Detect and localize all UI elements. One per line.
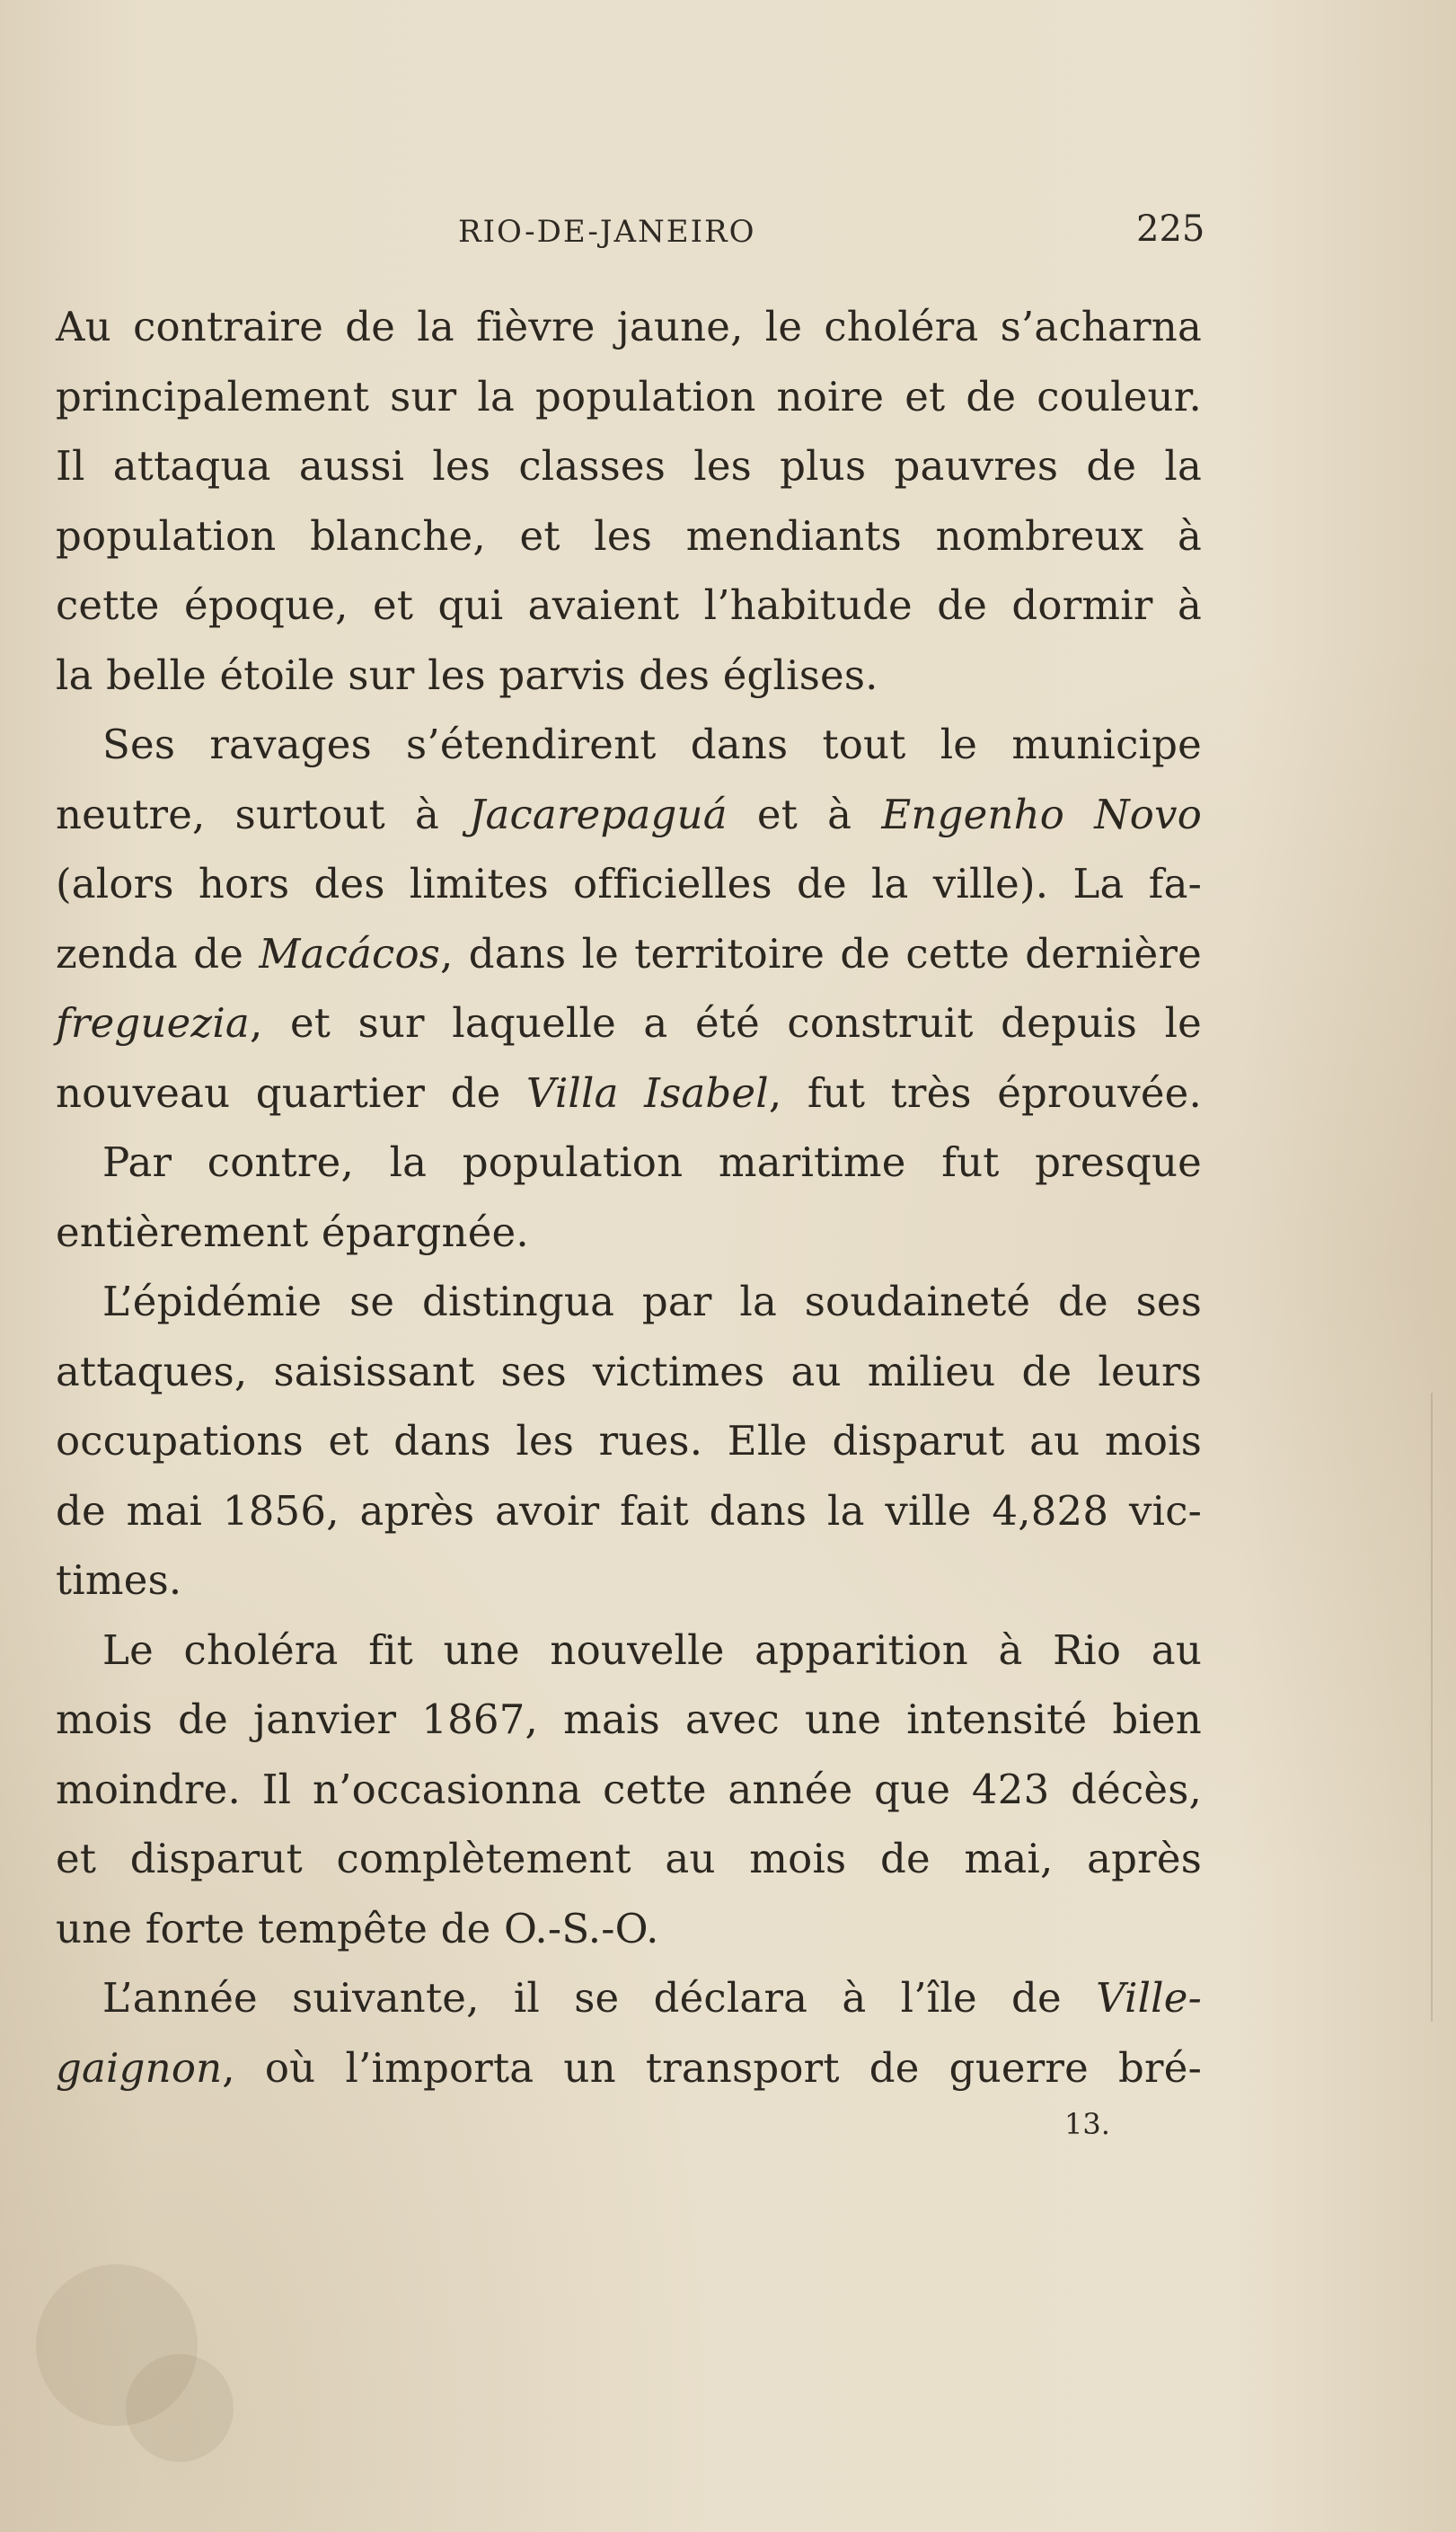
italic-text: freguezia [56,999,250,1047]
text-line [56,1545,1202,1616]
text-line [56,710,1202,780]
text-run: moindre. Il n’occasionna cette année que 423 décès, [56,1765,1202,1813]
text-run: , fut très éprouvée. [768,1068,1203,1117]
text-line [56,571,1202,641]
text-run: Par contre, la population maritime fut presque [102,1138,1202,1186]
text-run: L’épidémie se distingua par la soudaineté de ses [102,1278,1202,1325]
text-line [56,1616,1202,1686]
page-stain [126,2354,234,2462]
text-line [56,431,1202,501]
text-run: population blanche, et les mendiants nombreux à [56,511,1202,560]
running-header [54,203,1204,257]
text-line [56,292,1202,362]
text-line [56,1058,1202,1129]
text-line [56,362,1202,432]
text-line [56,1406,1202,1476]
italic-text: Villa Isabel [525,1068,769,1117]
text-run: et à [727,790,882,838]
italic-text: Ville- [1096,1974,1202,2022]
text-run: , et sur laquelle a été construit depuis le [249,999,1202,1047]
text-run: L’année suivante, il se déclara à l’île de [102,1974,1097,2022]
text-run: cette époque, et qui avaient l’habitude de dormir à [56,581,1202,629]
text-run: Le choléra fit une nouvelle apparition à Rio au [102,1625,1202,1674]
text-line [56,501,1202,571]
text-line [56,780,1202,850]
running-title: RIO-DE-JANEIRO [458,214,756,250]
text-run: Il attaqua aussi les classes les plus pauvres de la [56,442,1202,490]
text-run: nouveau quartier de [56,1068,526,1117]
page-number: 225 [1136,208,1205,250]
text-line [56,1476,1202,1546]
text-run: (alors hors des limites officielles de la ville). La fa- [56,860,1202,907]
text-run: neutre, surtout à [56,790,470,838]
text-run: , dans le territoire de cette dernière [440,929,1202,978]
text-run: attaques, saisissant ses victimes au milieu de leurs [56,1347,1202,1395]
italic-text: Macácos [259,929,441,978]
text-run: zenda de [56,929,260,978]
text-line [56,1755,1202,1825]
page-edge-marks [1431,1393,1449,2022]
text-line [56,1337,1202,1407]
text-run: mois de janvier 1867, mais avec une intensité bien [56,1695,1202,1743]
text-line [56,1267,1202,1337]
signature-mark: 13. [1064,2107,1110,2141]
text-run: entièrement épargnée. [56,1208,529,1256]
text-run: Ses ravages s’étendirent dans tout le municipe [102,721,1202,768]
text-line [56,1685,1202,1755]
italic-text: Engenho Novo [881,790,1203,838]
text-run: occupations et dans les rues. Elle disparut au mois [56,1417,1202,1465]
text-line [56,919,1202,989]
text-run: principalement sur la population noire et de couleur. [56,372,1202,421]
italic-text: gaignon [56,2043,223,2092]
text-line [56,849,1202,919]
text-line [56,1963,1202,2033]
text-line [56,988,1202,1058]
text-run: la belle étoile sur les parvis des églises. [56,651,878,699]
text-run: une forte tempête de O.-S.-O. [56,1904,659,1952]
italic-text: Jacarepaguá [469,790,728,838]
text-line [56,641,1202,711]
text-run: Au contraire de la fièvre jaune, le choléra s’acharna [56,303,1202,350]
text-run: , où l’importa un transport de guerre bré- [222,2043,1202,2092]
text-run: et disparut complètement au mois de mai, après [56,1835,1202,1882]
body-text [56,292,1202,2103]
text-line [56,1198,1202,1268]
text-run: times. [56,1556,182,1604]
text-run: de mai 1856, après avoir fait dans la ville 4,828 vic- [56,1486,1202,1535]
text-line [56,2033,1202,2103]
text-line [56,1894,1202,1964]
text-line [56,1128,1202,1198]
text-line [56,1824,1202,1894]
